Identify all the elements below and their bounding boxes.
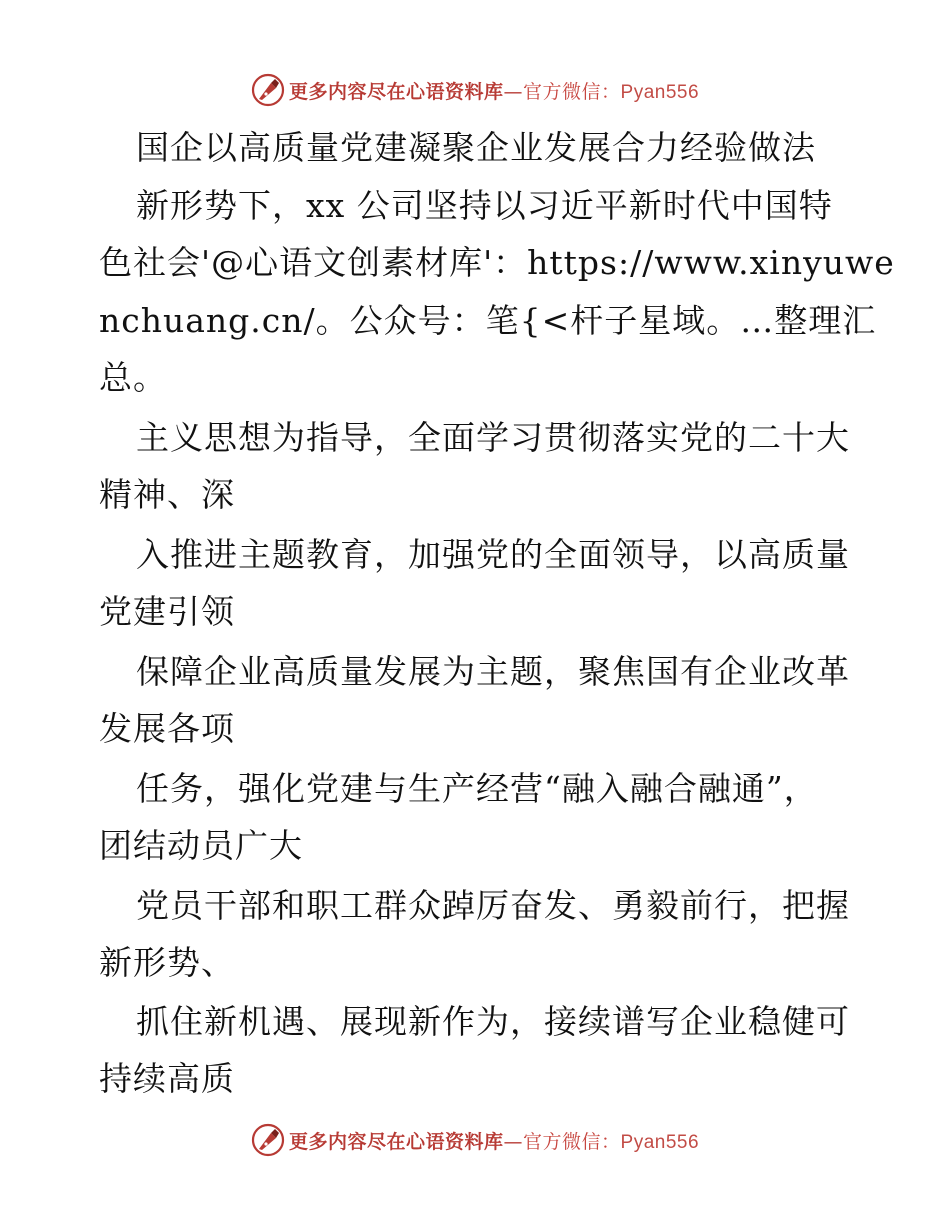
paragraph-line: 党建引领 bbox=[99, 592, 235, 631]
paragraph-line: 色社会'@心语文创素材库'：https://www.xinyuwe bbox=[99, 243, 895, 282]
paragraph-line: 发展各项 bbox=[99, 709, 235, 748]
banner-official-label: 官方微信 bbox=[522, 1130, 601, 1153]
banner-main-text: 更多内容尽在心语资料库 bbox=[288, 1130, 504, 1153]
paragraph-line: 新形势下，xx 公司坚持以习近平新时代中国特 bbox=[136, 186, 833, 225]
banner-wechat-id: Pyan556 bbox=[620, 1131, 700, 1153]
paragraph-line: 党员干部和职工群众踔厉奋发、勇毅前行，把握 bbox=[136, 886, 850, 925]
paragraph-line: 总。 bbox=[99, 358, 167, 397]
banner-wechat-id: Pyan556 bbox=[620, 81, 700, 103]
document-title: 国企以高质量党建凝聚企业发展合力经验做法 bbox=[136, 128, 816, 167]
paragraph-line: 任务，强化党建与生产经营“融入融合融通”， bbox=[136, 769, 818, 808]
paragraph-line: 主义思想为指导，全面学习贯彻落实党的二十大 bbox=[136, 418, 850, 457]
banner-separator: — bbox=[503, 80, 523, 103]
paragraph-line: 新形势、 bbox=[99, 943, 235, 982]
banner-separator: — bbox=[503, 1130, 523, 1153]
paragraph-line: 团结动员广大 bbox=[99, 826, 303, 865]
paragraph-line: 精神、深 bbox=[99, 475, 235, 514]
footer-banner bbox=[0, 1120, 950, 1160]
paragraph-line: 保障企业高质量发展为主题，聚焦国有企业改革 bbox=[136, 652, 850, 691]
paragraph-line: 入推进主题教育，加强党的全面领导，以高质量 bbox=[136, 535, 850, 574]
banner-colon: ： bbox=[601, 80, 621, 103]
paragraph-line: 持续高质 bbox=[99, 1059, 235, 1098]
paragraph-line: nchuang.cn/。公众号：笔{<杆子星域。…整理汇 bbox=[99, 301, 877, 340]
paragraph-line: 抓住新机遇、展现新作为，接续谱写企业稳健可 bbox=[136, 1002, 850, 1041]
pen-nib-logo-icon bbox=[251, 1123, 285, 1157]
banner-main-text: 更多内容尽在心语资料库 bbox=[288, 80, 504, 103]
banner-official-label: 官方微信 bbox=[522, 80, 601, 103]
banner-colon: ： bbox=[601, 1130, 621, 1153]
